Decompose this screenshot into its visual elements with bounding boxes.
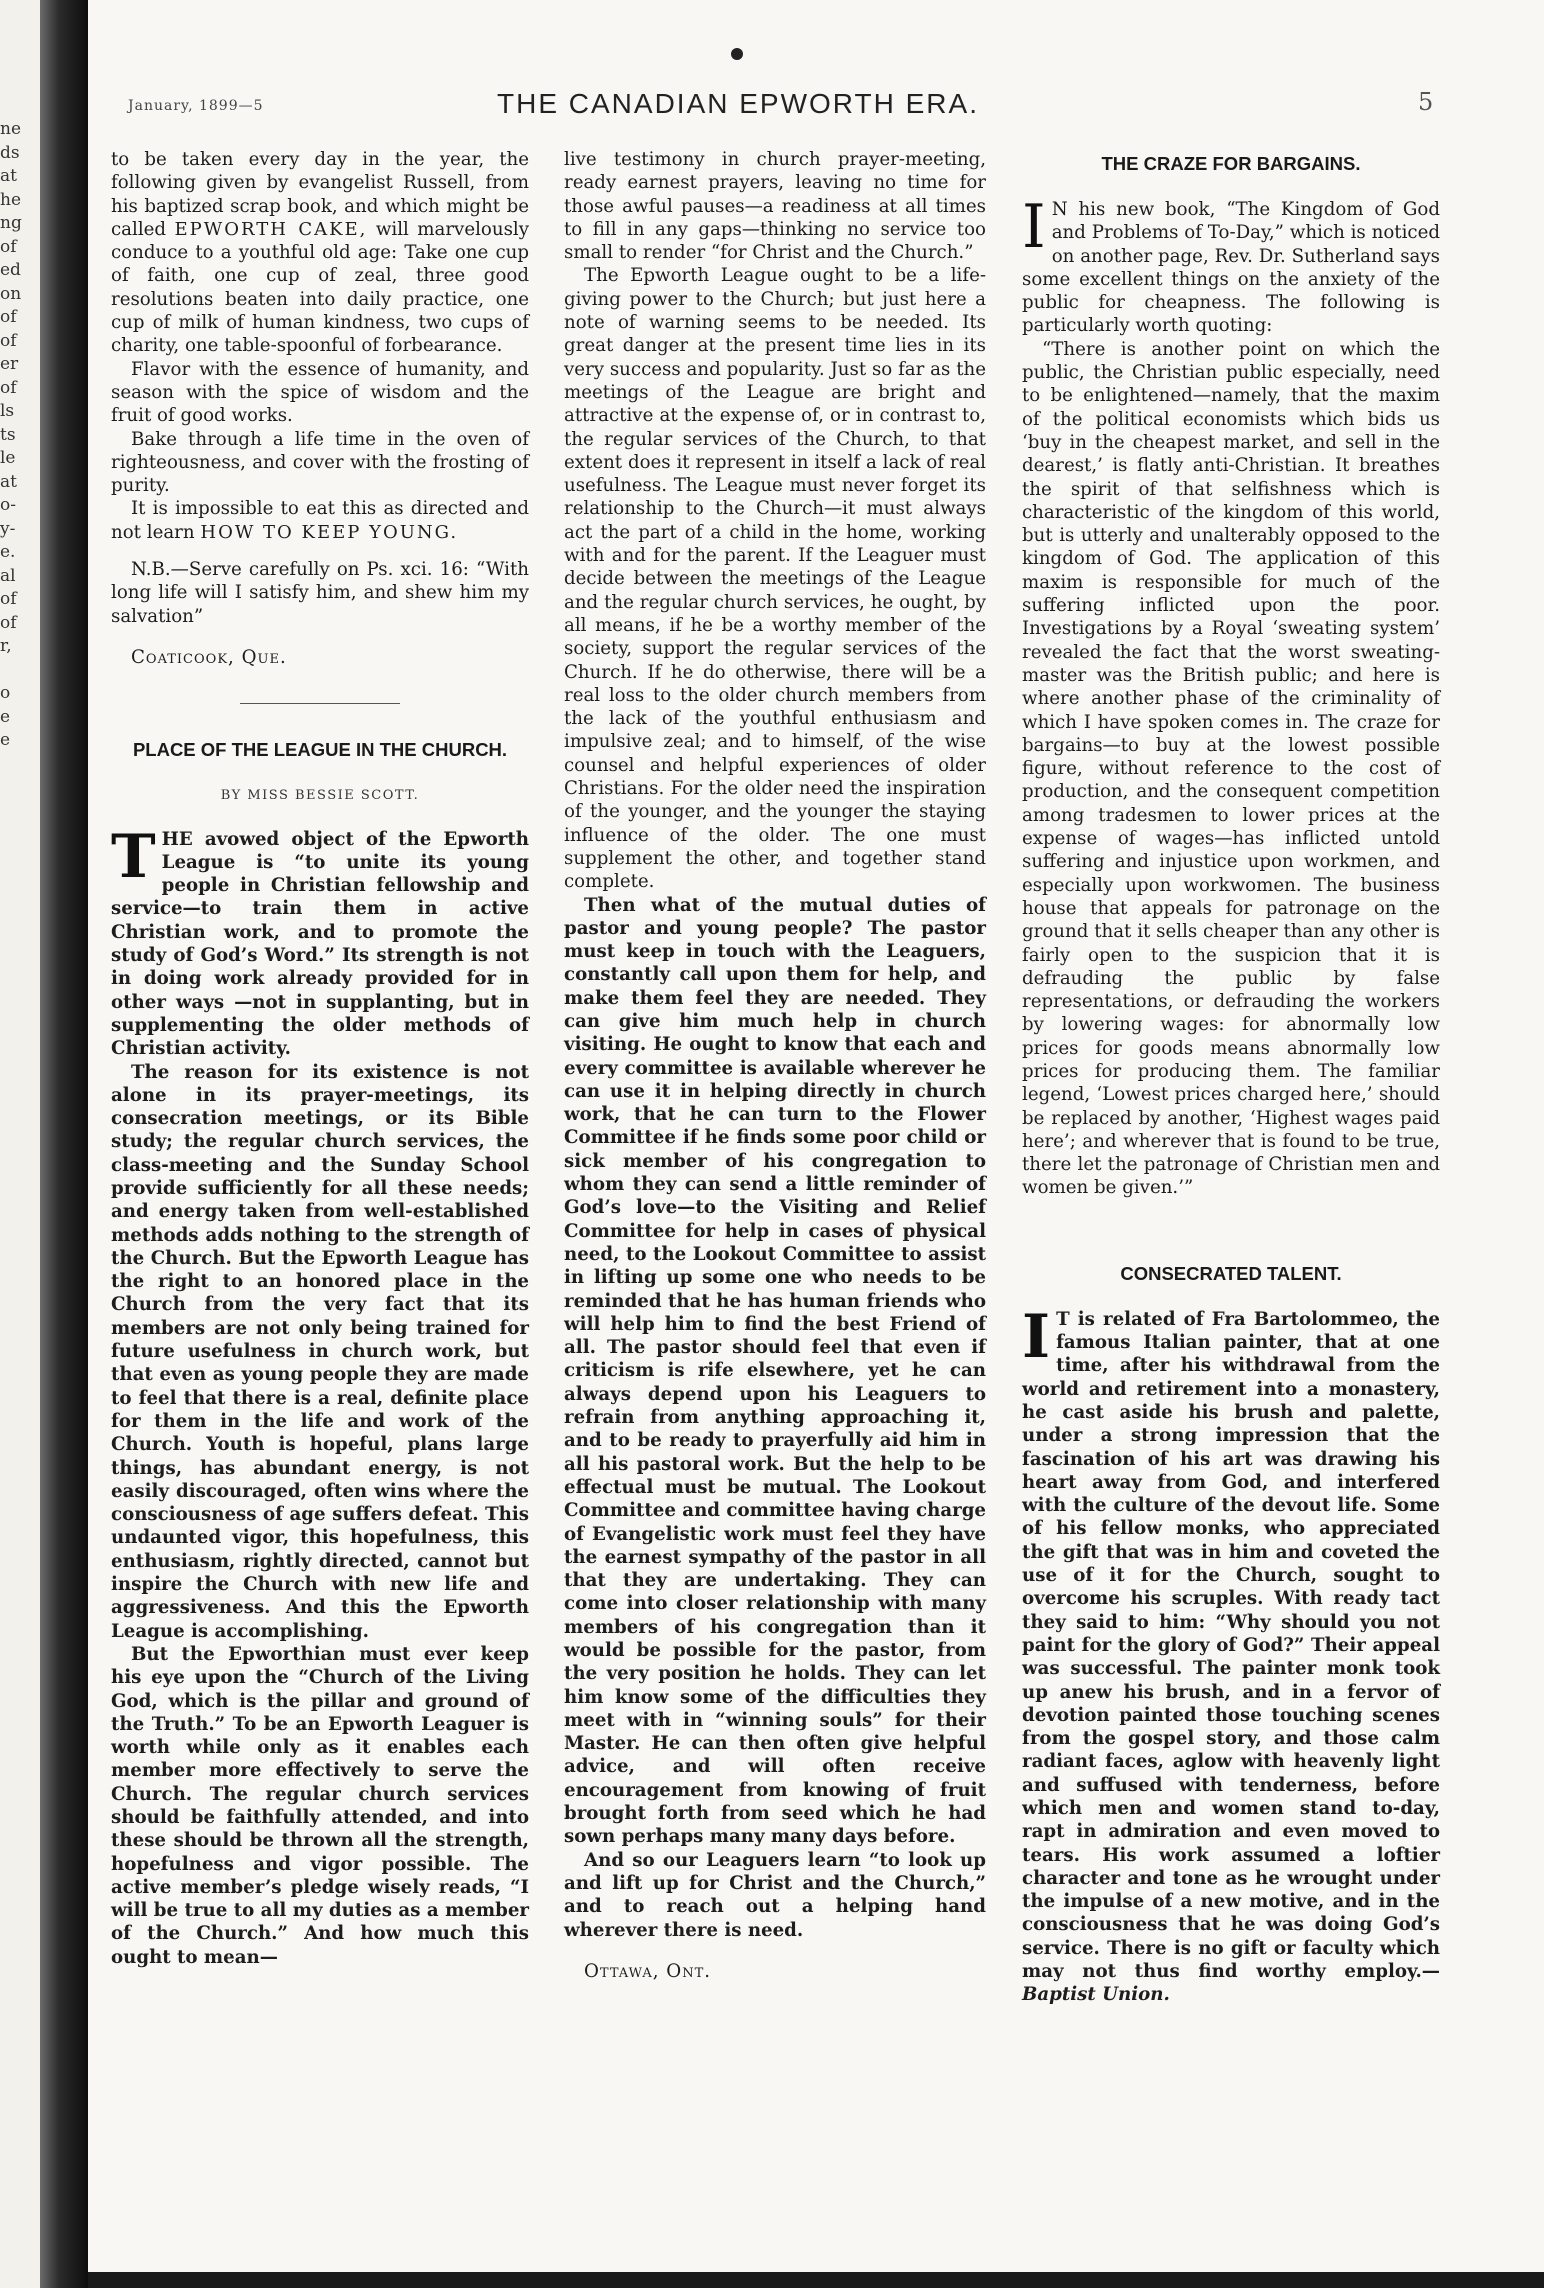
cake-para-3: Bake through a life time in the oven of righteousness, and cover with the frosting of purity. [111,428,529,497]
margin-fragment: e [0,730,11,750]
league-article-title: PLACE OF THE LEAGUE IN THE CHURCH. [132,739,508,761]
header-date: January, 1899—5 [128,98,264,114]
league-para-1: THE avowed object of the Epworth League is “to unite its young people in Christian fellowship and service—to train them in active Christian work, and to promote the study of God’s Word.” Its strength is not in doing work already provided for in other ways —not in supplanting, but in supplementing the older methods of Christian activity. [111,821,529,1060]
margin-fragment: al [0,565,16,586]
masthead-title: THE CANADIAN EPWORTH ERA. [497,88,979,119]
league-article-byline: BY MISS BESSIE SCOTT. [220,788,420,804]
margin-fragment: r, [0,636,12,656]
margin-fragment: o- [0,495,16,515]
margin-fragment: of [0,330,17,351]
league-cont-para-3: Then what of the mutual duties of pastor and young people? The pastor must keep in touch with the Leaguers, constantly call upon them for help, and make them feel they are needed. They can give him much help in church visiting. He ought to know that each and every committee is available wherever he can use it in helping directly in church work, that he can turn to the Flower Committee if he finds some poor child or sick member of his congregation to whom they can send a little reminder of God’s love—to the Visiting and Relief Committee for help in cases of physical need, to the Lookout Committee to assist in lifting up some one who needs to be reminded that he has human friends who will help him to find the best Friend of all. The pastor should feel that even if criticism is rife elsewhere, yet he can always depend upon his Leaguers to refrain from anything approaching it, and to be ready to prayerfully aid him in all his pastoral work. But the help to be effectual must be mutual. The Lookout Committee and committee having charge of Evangelistic work must feel they have the earnest sympathy of the pastor in all that they are undertaking. They can come into closer relationship with many members of his congregation than it would be possible for the pastor, from the very position he holds. They can let him know some of the difficulties they meet with in “winning souls” for their Master. He can then often give helpful advice, and will often receive encouragement from knowing of fruit brought forth from seed which he had sown perhaps many many days before. [564,894,986,1848]
bargains-title: THE CRAZE FOR BARGAINS. [1101,153,1361,174]
margin-fragment: he [0,189,22,210]
margin-fragment: ls [0,401,15,421]
margin-fragment: ed [0,260,21,280]
bargains-para-2: “There is another point on which the public, the Christian public especially, need to be enlightened—namely, that the maxim of the political economists which bids us ‘buy in the cheapest market, and sell in the dearest,’ is flatly anti-Christian. It breathes the spirit of that selfishness which is characteristic of the kingdom of this world, but is utterly and unalterably opposed to the kingdom of God. The application of this maxim is responsible for much of the suffering inflicted upon the poor. Investigations by a Royal ‘sweating system’ revealed the fact that the worst sweating-master was the British public; and here is where another phase of the criminality of which I have spoken comes in. The craze for bargains—to buy at the lowest possible figure, without reference to the cost of production, and the consequent competition among tradesmen to lower prices at the expense of wages—has inflicted untold suffering and injustice upon workmen, and especially upon workwomen. The business house that appeals for patronage on the ground that it sells cheaper than any other is fairly open to the suspicion that it is defrauding the public by false representations, or defrauding the workers by lowering wages: for abnormally low prices for goods means abnormally low prices for producing them. The familiar legend, ‘Lowest prices charged here,’ should be replaced by another, ‘Highest wages paid here’; and wherever that is found to be true, there let the patronage of Christian men and women be given.’” [1022,338,1440,1199]
margin-fragment: le [0,448,16,468]
drop-cap: I [1022,1301,1051,1372]
cake-nb-note: N.B.—Serve carefully on Ps. xci. 16: “With long life will I satisfy him, and shew him my salvation” [111,559,529,627]
margin-fragment: on [0,283,22,304]
margin-fragment: er [0,354,19,374]
column-2 [564,148,986,1983]
column-3 [1022,148,1440,2007]
margin-fragment: o [0,683,11,703]
margin-fragment: at [0,166,17,186]
league-cont-para-2: The Epworth League ought to be a life-giving power to the Church; but just here a note of warning seems to be needed. Its great danger at the present time lies in its very success and popularity. Just so far as the meetings of the League are bright and attractive at the expense of, or in contrast to, the regular services of the Church, to that extent does it represent in itself a lack of real usefulness. The League must never forget its relationship to the Church—it must always act the part of a child in the home, working with and for the parent. If the Leaguer must decide between the meetings of the League and the regular church services, he ought, by all means, if he be a worthy member of the society, support the regular services of the Church. If he do otherwise, there will be a real loss to the older church members from the lack of the youthful enthusiasm and impulsive zeal; and to himself, of the wise counsel and helpful experiences of older Christians. For the older need the inspiration of the younger, and the younger the staying influence of the older. The one must supplement the other, and together stand complete. [564,265,986,893]
talent-title: CONSECRATED TALENT. [1120,1262,1342,1284]
league-para-3: But the Epworthian must ever keep his eye upon the “Church of the Living God, which is the pillar and ground of the Truth.” To be an Epworth Leaguer is worth while only as it enables each member more effectively to serve the Church. The regular church services should be faithfully attended, and into these should be thrown all the strength, hopefulness and vigor possible. The active member’s pledge wisely reads, “I will be true to all my duties as a member of the Church.” And how much this ought to mean— [111,1643,529,1968]
margin-fragment: e [0,706,11,727]
page-number: 5 [1418,88,1434,116]
talent-source: Baptist Union. [1022,1984,1170,2006]
league-cont-para-4: And so our Leaguers learn “to look up and lift up for Christ and the Church,” and to reach out a helping hand wherever there is need. [564,1849,986,1941]
drop-cap: T [111,821,156,892]
margin-fragment: at [0,471,17,492]
newspaper-page [88,0,1544,2272]
league-cont-para-1: live testimony in church prayer-meeting, ready earnest prayers, leaving no time for those awful pauses—a readiness at all times to fill in any gaps—thinking no service too small to render “for Christ and the Church.” [564,149,986,264]
column-1 [111,148,529,1969]
cake-para-2: Flavor with the essence of humanity, and season with the spice of wisdom and the fruit of good works. [111,358,529,427]
margin-fragment: ts [0,424,16,445]
margin-fragment: of [0,612,17,633]
drop-cap: I [1022,192,1046,262]
margin-fragment: of [0,589,17,609]
margin-fragment: of [0,236,17,257]
margin-fragment: e. [0,542,16,562]
cake-para-4: It is impossible to eat this as directed and not learn HOW TO KEEP YOUNG. [111,498,529,543]
margin-fragment: of [0,307,17,327]
cake-signature: Coaticook, Que. [131,646,287,668]
bargains-para-1: I N his new book, “The Kingdom of God and Problems of To-Day,” which is noticed on another page, Rev. Dr. Sutherland says some excellent things on the anxiety of the public for cheapness. The following is particularly worth quoting: [1022,192,1440,337]
margin-fragment: ng [0,213,22,233]
cake-recipe-para: to be taken every day in the year, the following given by evangelist Russell, from his baptized scrap book, and which might be called EPWORTH CAKE, will marvelously conduce to a youthful old age: Take one cup of faith, one cup of zeal, three good resolutions beaten into daily practice, one cup of milk of human kindness, two cups of charity, one table-spoonful of forbearance. [111,149,530,357]
adjacent-page-margin [0,0,40,2288]
book-gutter [40,0,88,2288]
margin-fragment: ne [0,119,22,139]
margin-fragment: y- [0,518,16,539]
margin-fragment: of [0,377,17,398]
ink-dot [731,48,743,60]
margin-fragment: ds [0,142,20,163]
league-para-2: The reason for its existence is not alone in its prayer-meetings, its consecration meetings, or its Bible study; the regular church services, the class-meeting and the Sunday School provide sufficiently for all these needs; and energy taken from well-established methods adds nothing to the strength of the Church. But the Epworth League has the right to an honored place in the Church from the very fact that its members are not only being trained for future usefulness in church work, but that even as young people they are made to feel that there is a real, definite place for them in the life and work of the Church. Youth is hopeful, plans large things, has abundant energy, is not easily discouraged, often wins where the consciousness of age suffers defeat. This undaunted vigor, this hopefulness, this enthusiasm, rightly directed, cannot but inspire the Church with new life and aggressiveness. And this the Epworth League is accomplishing. [111,1061,529,1642]
league-signature: Ottawa, Ont. [584,1960,712,1982]
talent-para-1: I T is related of Fra Bartolommeo, the famous Italian painter, that at one time, after his withdrawal from the world and retirement into a monastery, he cast aside his brush and palette, under a strong impression that the fascination of his art was drawing his heart away from God, and interfered with the culture of the devout life. Some of his fellow monks, who appreciated the gift that was in him and coveted the use of it for the Church, sought to overcome his scruples. With ready tact they said to him: “Why should you not paint for the glory of God?” Their appeal was successful. The painter monk took up anew his brush, and in a fervor of devotion painted those touching scenes from the gospel story, and those calm radiant faces, aglow with heavenly light and suffused with tenderness, before which men and women stand to-day, rapt in admiration and even moved to tears. His work assumed a loftier character and tone as he wrought under the impulse of a new motive, and in the consciousness that he was doing God’s service. There is no gift or faculty which may not thus find worthy employ.—Baptist Union. [1022,1301,1440,2006]
section-divider [240,703,400,704]
